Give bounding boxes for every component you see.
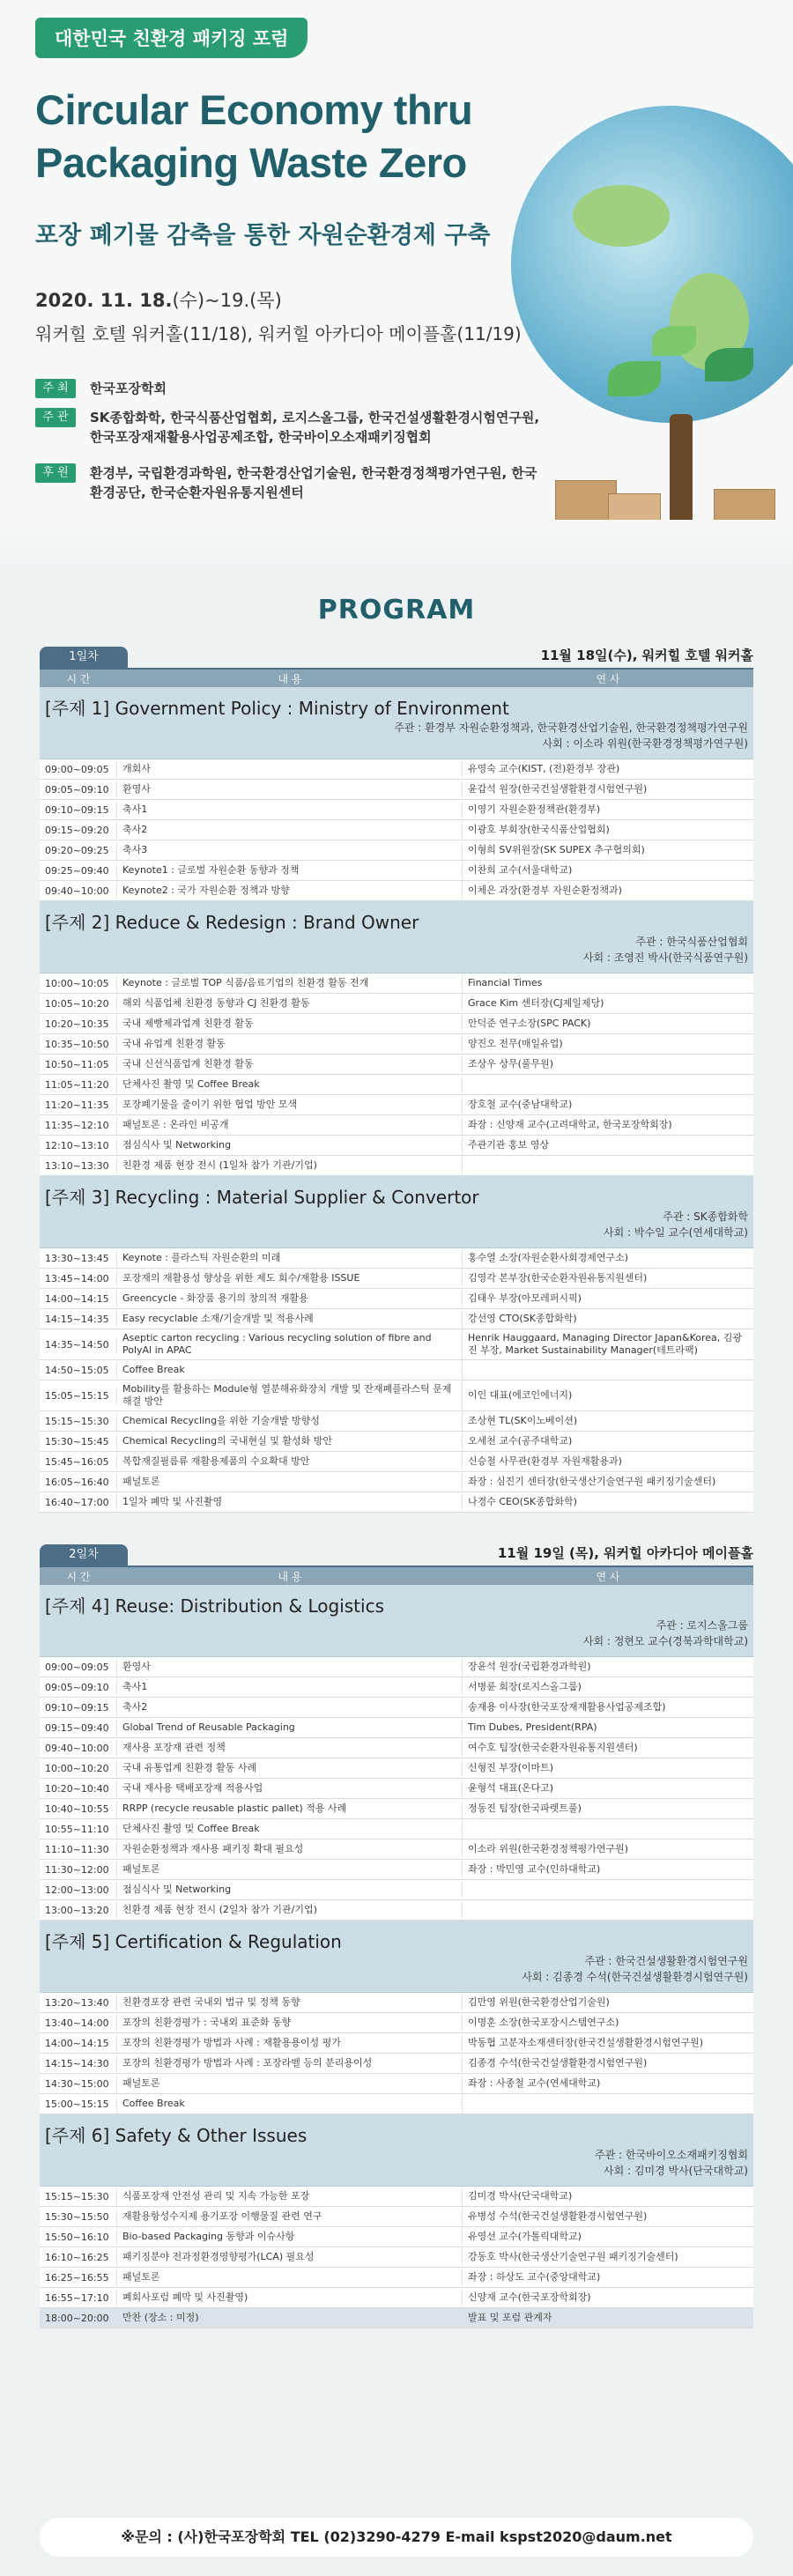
row-time: 10:50~11:05 bbox=[40, 1056, 117, 1073]
row-speaker: 김종경 수석(한국건설생활환경시험연구원) bbox=[468, 2057, 648, 2069]
theme-subtitles bbox=[45, 2147, 748, 2179]
schedule-row bbox=[40, 973, 753, 994]
theme-subtitles bbox=[45, 1209, 748, 1240]
row-time: 14:15~14:35 bbox=[40, 1311, 117, 1328]
row-content: 친환경 제품 현장 전시 (1일차 참가 기관/기업) bbox=[117, 1157, 463, 1174]
row-speaker: 김영각 본부장(한국순환자원유통지원센터) bbox=[468, 1272, 648, 1284]
row-content: Aseptic carton recycling : Various recycling solution of fibre and PolyAl in APAC bbox=[117, 1329, 463, 1359]
row-content: 환영사 bbox=[117, 781, 463, 798]
col-content: 내 용 bbox=[278, 1571, 302, 1583]
theme-subtitle: 사회 : 김미경 박사(단국대학교) bbox=[604, 2165, 748, 2177]
row-time: 12:00~13:00 bbox=[40, 1882, 117, 1899]
theme-title: [주제 2] Reduce & Redesign : Brand Owner bbox=[45, 912, 419, 933]
schedule-row bbox=[40, 2033, 753, 2054]
row-time: 09:40~10:00 bbox=[40, 1740, 117, 1757]
row-speaker bbox=[463, 1887, 753, 1892]
schedule-row bbox=[40, 800, 753, 820]
schedule-row bbox=[40, 820, 753, 840]
theme-subtitle: 주관 : 한국식품산업협회 bbox=[635, 936, 748, 948]
row-speaker: 이광호 부회장(한국식품산업협회) bbox=[468, 824, 610, 835]
row-time: 09:40~10:00 bbox=[40, 883, 117, 899]
row-time: 15:00~15:15 bbox=[40, 2096, 117, 2113]
theme-title: [주제 1] Government Policy : Ministry of Environment bbox=[45, 698, 509, 719]
col-content: 내 용 bbox=[278, 673, 302, 685]
date-main: 2020. 11. 18. bbox=[35, 290, 173, 311]
column-header bbox=[40, 1566, 753, 1585]
row-time: 14:35~14:50 bbox=[40, 1336, 117, 1353]
row-speaker: 신승철 사무관(환경부 자원재활용과) bbox=[468, 1455, 622, 1467]
row-time: 10:20~10:35 bbox=[40, 1016, 117, 1033]
row-content: 국내 유통업계 친환경 활동 사례 bbox=[117, 1759, 463, 1777]
schedule-row bbox=[40, 1014, 753, 1034]
row-time: 11:20~11:35 bbox=[40, 1097, 117, 1114]
schedule-row bbox=[40, 1269, 753, 1289]
row-speaker bbox=[463, 1826, 753, 1832]
theme-subtitle: 사회 : 김종경 수석(한국건설생활환경시험연구원) bbox=[522, 1971, 748, 1983]
theme-title: [주제 6] Safety & Other Issues bbox=[45, 2125, 308, 2146]
schedule-row bbox=[40, 759, 753, 780]
row-content: Global Trend of Reusable Packaging bbox=[117, 1719, 463, 1736]
schedule-row bbox=[40, 840, 753, 861]
row-speaker: 유병성 수석(한국건설생활환경시험연구원) bbox=[468, 2210, 648, 2222]
row-time: 14:00~14:15 bbox=[40, 1291, 117, 1307]
theme-subtitle: 주관 : 환경부 자원순환정책과, 한국환경산업기술원, 한국환경정책평가연구원 bbox=[394, 722, 748, 734]
day-badge: 2일차 bbox=[40, 1544, 128, 1566]
hero-section bbox=[0, 0, 793, 573]
row-speaker: 유영선 교수(가톨릭대학교) bbox=[468, 2231, 582, 2242]
schedule-row bbox=[40, 1718, 753, 1738]
row-speaker: 장호철 교수(중남대학교) bbox=[468, 1099, 573, 1110]
event-date bbox=[35, 286, 282, 313]
row-speaker: 윤갑석 원장(한국건설생활환경시험연구원) bbox=[468, 783, 648, 795]
row-speaker: 조상우 상무(풀무원) bbox=[468, 1058, 554, 1070]
schedule-row bbox=[40, 1055, 753, 1075]
row-content: 패키징분야 전과정환경영향평가(LCA) 필요성 bbox=[117, 2248, 463, 2266]
row-speaker: 이인 대표(에코인에너지) bbox=[468, 1389, 573, 1401]
theme-subtitle: 사회 : 이소라 위원(한국환경정책평가연구원) bbox=[542, 737, 748, 750]
row-time: 13:30~13:45 bbox=[40, 1250, 117, 1267]
row-time: 15:15~15:30 bbox=[40, 1413, 117, 1430]
event-venue: 워커힐 호텔 워커홀(11/18), 워커힐 아카디아 메이플홀(11/19) bbox=[35, 323, 522, 344]
row-time: 13:45~14:00 bbox=[40, 1270, 117, 1287]
row-speaker: 좌장 : 신양재 교수(고려대학교, 한국포장학회장) bbox=[468, 1119, 672, 1130]
row-time: 13:20~13:40 bbox=[40, 1995, 117, 2011]
row-content: 국내 유업계 친환경 활동 bbox=[117, 1035, 463, 1053]
row-time: 15:05~15:15 bbox=[40, 1388, 117, 1404]
row-time: 10:00~10:20 bbox=[40, 1760, 117, 1777]
row-content: Easy recyclable 소재/기술개발 및 적용사례 bbox=[117, 1310, 463, 1328]
row-speaker: 유영숙 교수(KIST, (전)환경부 장관) bbox=[468, 763, 620, 774]
schedule-row bbox=[40, 1799, 753, 1819]
row-speaker: 서병륜 회장(로지스올그룹) bbox=[468, 1681, 582, 1692]
row-content: 포장의 친환경평가 : 국내외 표준화 동향 bbox=[117, 2014, 463, 2032]
schedule-row bbox=[40, 2094, 753, 2114]
row-time: 10:55~11:10 bbox=[40, 1821, 117, 1838]
title-english bbox=[35, 84, 472, 189]
organizer-text: 환경부, 국립환경과학원, 한국환경산업기술원, 한국환경정책평가연구원, 한국환경공단, 한국순환자원유통지원센터 bbox=[90, 465, 537, 500]
organizer-text: 한국포장학회 bbox=[90, 381, 167, 396]
row-content: 국내 재사용 택배포장재 적용사업 bbox=[117, 1780, 463, 1797]
row-speaker: 이찬희 교수(서울대학교) bbox=[468, 864, 573, 876]
theme-header bbox=[40, 2114, 753, 2187]
row-content: Keynote1 : 글로벌 자원순환 동향과 정책 bbox=[117, 862, 463, 879]
schedule-row bbox=[40, 1900, 753, 1921]
schedule-row bbox=[40, 1880, 753, 1900]
theme-header bbox=[40, 1921, 753, 1993]
row-time: 11:30~12:00 bbox=[40, 1862, 117, 1878]
row-time: 12:10~13:10 bbox=[40, 1137, 117, 1154]
row-speaker: 박동협 고분자소재센터장(한국건설생활환경시험연구원) bbox=[468, 2037, 704, 2048]
row-content: Keynote2 : 국가 자원순환 정책과 방향 bbox=[117, 882, 463, 899]
day-header bbox=[40, 1543, 753, 1566]
row-time: 14:00~14:15 bbox=[40, 2035, 117, 2052]
row-speaker: 이체은 과장(환경부 자원순환정책과) bbox=[468, 885, 622, 896]
row-speaker: Grace Kim 센터장(CJ제일제당) bbox=[468, 997, 604, 1009]
row-content: 축사1 bbox=[117, 801, 463, 818]
row-speaker: 윤형석 대표(온다고) bbox=[468, 1782, 554, 1794]
row-speaker: 조상현 TL(SK이노베이션) bbox=[468, 1415, 578, 1426]
row-content: 축사2 bbox=[117, 1699, 463, 1716]
schedule-row bbox=[40, 1309, 753, 1329]
row-speaker bbox=[463, 1907, 753, 1913]
theme-subtitle: 주관 : SK종합화학 bbox=[663, 1210, 748, 1223]
row-speaker: 강동호 박사(한국생산기술연구원 패키징기술센터) bbox=[468, 2251, 678, 2262]
row-content: Chemical Recycling을 위한 기술개발 방향성 bbox=[117, 1412, 463, 1430]
organizer-text: SK종합화학, 한국식품산업협회, 로지스올그룹, 한국건설생활환경시험연구원, 한국포장재재활용사업공제조합, 한국바이오소재패키징협회 bbox=[90, 410, 540, 445]
schedule-row bbox=[40, 1758, 753, 1779]
contact-info: ※문의 : (사)한국포장학회 TEL (02)3290-4279 E-mail kspst2020@daum.net bbox=[40, 2518, 753, 2557]
row-time: 09:05~09:10 bbox=[40, 781, 117, 798]
row-speaker: 주관기관 홍보 영상 bbox=[468, 1139, 550, 1151]
organizer-tag: 주 관 bbox=[35, 408, 76, 427]
schedule-row bbox=[40, 1779, 753, 1799]
day-header bbox=[40, 645, 753, 668]
schedule-row bbox=[40, 1993, 753, 2013]
organizer-sponsor bbox=[35, 463, 546, 502]
theme-subtitles bbox=[45, 1953, 748, 1985]
day-badge: 1일차 bbox=[40, 647, 128, 668]
row-time: 09:25~09:40 bbox=[40, 862, 117, 879]
theme-subtitles bbox=[45, 720, 748, 751]
row-speaker: 김미경 박사(단국대학교) bbox=[468, 2190, 573, 2202]
row-content: 포장의 친환경평가 방법과 사례 : 재활용용이성 평가 bbox=[117, 2034, 463, 2052]
row-time: 13:40~14:00 bbox=[40, 2015, 117, 2032]
row-time: 13:10~13:30 bbox=[40, 1158, 117, 1174]
row-content: 점심식사 및 Networking bbox=[117, 1881, 463, 1899]
row-time: 09:15~09:20 bbox=[40, 822, 117, 839]
row-speaker: 강선영 CTO(SK종합화학) bbox=[468, 1313, 577, 1324]
row-time: 09:15~09:40 bbox=[40, 1720, 117, 1736]
row-speaker: 이소라 위원(한국환경정책평가연구원) bbox=[468, 1843, 629, 1854]
row-content: Coffee Break bbox=[117, 1361, 463, 1379]
theme-subtitle: 사회 : 박수일 교수(연세대학교) bbox=[604, 1226, 748, 1239]
organizer-tag: 주 최 bbox=[35, 379, 76, 398]
organizer-tag: 후 원 bbox=[35, 463, 76, 483]
day-date: 11월 18일(수), 워커힐 호텔 워커홀 bbox=[540, 648, 753, 663]
theme-subtitles bbox=[45, 1617, 748, 1649]
row-content: 개회사 bbox=[117, 760, 463, 778]
row-content: 복합재질필름류 재활용제품의 수요확대 방안 bbox=[117, 1453, 463, 1470]
theme-title: [주제 5] Certification & Regulation bbox=[45, 1931, 342, 1952]
theme-header bbox=[40, 687, 753, 759]
schedule-row bbox=[40, 1839, 753, 1860]
schedule-row bbox=[40, 1411, 753, 1432]
theme-header bbox=[40, 1176, 753, 1248]
row-speaker: 송재용 이사장(한국포장재재활용사업공제조합) bbox=[468, 1701, 666, 1713]
row-speaker: 안덕준 연구소장(SPC PACK) bbox=[468, 1018, 591, 1029]
row-content: 해외 식품업체 친환경 동향과 CJ 친환경 활동 bbox=[117, 995, 463, 1012]
day-gap bbox=[40, 1513, 753, 1543]
row-speaker bbox=[463, 1367, 753, 1373]
row-time: 10:40~10:55 bbox=[40, 1801, 117, 1817]
row-time: 15:15~15:30 bbox=[40, 2188, 117, 2205]
row-time: 16:40~17:00 bbox=[40, 1494, 117, 1511]
schedule-row bbox=[40, 2054, 753, 2074]
row-time: 16:10~16:25 bbox=[40, 2249, 117, 2266]
program-section bbox=[0, 573, 793, 2576]
row-time: 10:05~10:20 bbox=[40, 996, 117, 1012]
row-content: 패널토론 bbox=[117, 1861, 463, 1878]
schedule-row bbox=[40, 1452, 753, 1472]
row-time: 15:30~15:45 bbox=[40, 1433, 117, 1450]
row-content: Coffee Break bbox=[117, 2095, 463, 2113]
row-speaker: 이형희 SV위원장(SK SUPEX 추구협의회) bbox=[468, 844, 645, 855]
row-speaker: Henrik Hauggaard, Managing Director Japan&Korea, 김광진 부장, Market Sustainability Manager(테트라팩) bbox=[468, 1332, 742, 1356]
row-content: 패널토론 : 온라인 비공개 bbox=[117, 1116, 463, 1134]
row-time: 10:35~10:50 bbox=[40, 1036, 117, 1053]
row-time: 14:30~15:00 bbox=[40, 2076, 117, 2092]
row-content: 국내 신선식품업계 친환경 활동 bbox=[117, 1055, 463, 1073]
schedule-row bbox=[40, 780, 753, 800]
row-speaker: 좌장 : 사종철 교수(연세대학교) bbox=[468, 2077, 601, 2089]
row-speaker bbox=[463, 1082, 753, 1087]
theme-subtitle: 주관 : 한국건설생활환경시험연구원 bbox=[584, 1955, 748, 1967]
organizer-manager bbox=[35, 408, 546, 447]
schedule-row bbox=[40, 2074, 753, 2094]
row-content: 1일차 폐막 및 사진촬영 bbox=[117, 1493, 463, 1511]
schedule-row bbox=[40, 1095, 753, 1115]
schedule-row bbox=[40, 1492, 753, 1513]
date-rest: (수)~19.(목) bbox=[172, 290, 282, 311]
row-time: 15:30~15:50 bbox=[40, 2209, 117, 2225]
theme-title: [주제 4] Reuse: Distribution & Logistics bbox=[45, 1595, 384, 1617]
program-title: PROGRAM bbox=[317, 595, 476, 625]
schedule-row bbox=[40, 1677, 753, 1698]
row-content: 친환경포장 관련 국내외 법규 및 정책 동향 bbox=[117, 1994, 463, 2011]
row-content: Chemical Recycling의 국내현실 및 활성화 방안 bbox=[117, 1432, 463, 1450]
schedule-row bbox=[40, 2207, 753, 2227]
column-header bbox=[40, 668, 753, 687]
forum-badge: 대한민국 친환경 패키징 포럼 bbox=[35, 18, 308, 58]
row-speaker: 좌장 : 박민영 교수(인하대학교) bbox=[468, 1863, 601, 1875]
row-content: 점심식사 및 Networking bbox=[117, 1136, 463, 1154]
row-speaker: Tim Dubes, President(RPA) bbox=[468, 1721, 597, 1733]
row-time: 15:45~16:05 bbox=[40, 1454, 117, 1470]
row-content: Keynote : 글로벌 TOP 식품/음료기업의 친환경 활동 전개 bbox=[117, 974, 463, 992]
title-line-1: Circular Economy thru bbox=[35, 86, 473, 133]
row-time: 14:50~15:05 bbox=[40, 1362, 117, 1379]
schedule-row bbox=[40, 1248, 753, 1269]
row-speaker: 좌장 : 하상도 교수(중앙대학교) bbox=[468, 2271, 601, 2283]
schedule-row bbox=[40, 1156, 753, 1176]
row-time: 11:35~12:10 bbox=[40, 1117, 117, 1134]
schedule-row bbox=[40, 2288, 753, 2308]
row-time: 09:00~09:05 bbox=[40, 1659, 117, 1676]
row-content: RRPP (recycle reusable plastic pallet) 적용 사례 bbox=[117, 1800, 463, 1817]
row-content: 친환경 제품 현장 전시 (2일차 참가 기관/기업) bbox=[117, 1901, 463, 1919]
row-content: 식품포장재 안전성 관리 및 지속 가능한 포장 bbox=[117, 2187, 463, 2205]
row-content: 포장폐기물을 줄이기 위한 협업 방안 모색 bbox=[117, 1096, 463, 1114]
row-speaker: 여수호 팀장(한국순환자원유통지원센터) bbox=[468, 1742, 638, 1753]
row-time: 09:00~09:05 bbox=[40, 761, 117, 778]
row-speaker: 홍수열 소장(자원순환사회경제연구소) bbox=[468, 1252, 629, 1263]
row-speaker: 발표 및 포럼 관계자 bbox=[468, 2312, 552, 2323]
row-time: 11:05~11:20 bbox=[40, 1077, 117, 1093]
col-time: 시 간 bbox=[66, 673, 91, 685]
schedule-row bbox=[40, 2268, 753, 2288]
theme-subtitle: 주관 : 한국바이오소재패키징협회 bbox=[595, 2149, 748, 2161]
schedule-row bbox=[40, 2013, 753, 2033]
schedule-row bbox=[40, 2247, 753, 2268]
row-time: 10:20~10:40 bbox=[40, 1780, 117, 1797]
schedule-row bbox=[40, 881, 753, 901]
schedule-row bbox=[40, 2308, 753, 2328]
row-content: 포장재의 재활용성 향상을 위한 제도 회수/재활용 ISSUE bbox=[117, 1269, 463, 1287]
schedule-row bbox=[40, 1381, 753, 1411]
row-time: 09:20~09:25 bbox=[40, 842, 117, 859]
row-time: 16:55~17:10 bbox=[40, 2290, 117, 2306]
row-time: 16:05~16:40 bbox=[40, 1474, 117, 1491]
theme-title: [주제 3] Recycling : Material Supplier & Convertor bbox=[45, 1187, 479, 1208]
row-speaker: 신양재 교수(한국포장학회장) bbox=[468, 2291, 591, 2303]
row-content: Mobility를 활용하는 Module형 열분해유화장치 개발 및 잔재폐플라스틱 문제 해결 방안 bbox=[117, 1381, 463, 1410]
row-time: 11:10~11:30 bbox=[40, 1841, 117, 1858]
row-time: 10:00~10:05 bbox=[40, 975, 117, 992]
row-speaker: 나경수 CEO(SK종합화학) bbox=[468, 1496, 577, 1507]
theme-subtitles bbox=[45, 934, 748, 966]
organizer-host bbox=[35, 379, 546, 398]
schedule-row bbox=[40, 1860, 753, 1880]
row-time: 14:15~14:30 bbox=[40, 2055, 117, 2072]
schedule-row bbox=[40, 1819, 753, 1839]
row-time: 13:00~13:20 bbox=[40, 1902, 117, 1919]
col-speaker: 연 사 bbox=[596, 1571, 620, 1583]
row-time: 09:10~09:15 bbox=[40, 802, 117, 818]
row-content: 폐회사포럼 폐막 및 사진촬영) bbox=[117, 2289, 463, 2306]
row-time: 15:50~16:10 bbox=[40, 2229, 117, 2246]
schedule-row bbox=[40, 2227, 753, 2247]
row-time: 09:05~09:10 bbox=[40, 1679, 117, 1696]
schedule-row bbox=[40, 1738, 753, 1758]
row-content: 패널토론 bbox=[117, 2269, 463, 2286]
schedule-row bbox=[40, 1075, 753, 1095]
theme-header bbox=[40, 901, 753, 973]
hero-footer bbox=[0, 520, 793, 573]
row-time: 16:25~16:55 bbox=[40, 2269, 117, 2286]
row-content: 패널토론 bbox=[117, 2075, 463, 2092]
row-content: 재활용항성수지제 용기포장 이행물질 관련 연구 bbox=[117, 2208, 463, 2225]
theme-subtitle: 주관 : 로지스올그룹 bbox=[656, 1619, 748, 1632]
schedule-row bbox=[40, 994, 753, 1014]
row-speaker: 오세천 교수(공주대학교) bbox=[468, 1435, 573, 1447]
theme-subtitle: 사회 : 조영진 박사(한국식품연구원) bbox=[582, 951, 748, 964]
row-content: 축사1 bbox=[117, 1678, 463, 1696]
schedule-row bbox=[40, 1329, 753, 1360]
schedule-row bbox=[40, 1698, 753, 1718]
schedule-row bbox=[40, 1136, 753, 1156]
row-content: 패널토론 bbox=[117, 1473, 463, 1491]
row-content: 축사2 bbox=[117, 821, 463, 839]
row-speaker: 장윤석 원장(국립환경과학원) bbox=[468, 1661, 591, 1672]
schedule-row bbox=[40, 1360, 753, 1381]
title-korean: 포장 폐기물 감축을 통한 자원순환경제 구축 bbox=[35, 222, 491, 249]
row-content: 만찬 (장소 : 미정) bbox=[117, 2309, 463, 2327]
row-speaker bbox=[463, 1163, 753, 1168]
program-days bbox=[40, 645, 753, 2328]
schedule-row bbox=[40, 1472, 753, 1492]
schedule-row bbox=[40, 1432, 753, 1452]
row-content: 단체사진 촬영 및 Coffee Break bbox=[117, 1076, 463, 1093]
row-speaker: 양진오 전무(매일유업) bbox=[468, 1038, 563, 1049]
row-speaker: 김태우 부장(아모레퍼시픽) bbox=[468, 1292, 582, 1304]
row-time: 18:00~20:00 bbox=[40, 2310, 117, 2327]
theme-header bbox=[40, 1585, 753, 1657]
schedule-row bbox=[40, 1115, 753, 1136]
schedule-row bbox=[40, 2187, 753, 2207]
day-date: 11월 19일 (목), 워커힐 아카디아 메이플홀 bbox=[497, 1545, 753, 1561]
schedule-row bbox=[40, 1034, 753, 1055]
row-content: 축사3 bbox=[117, 841, 463, 859]
row-content: 자원순환정책과 재사용 패키징 확대 필요성 bbox=[117, 1840, 463, 1858]
row-speaker: 김만영 위원(한국환경산업기술원) bbox=[468, 1996, 610, 2008]
row-content: 재사용 포장재 관련 정책 bbox=[117, 1739, 463, 1757]
row-content: 국내 제빵제과업계 친환경 활동 bbox=[117, 1015, 463, 1033]
schedule-row bbox=[40, 861, 753, 881]
row-speaker: 이영기 자원순환정책관(환경부) bbox=[468, 803, 601, 815]
row-speaker: 좌장 : 심진기 센터장(한국생산기술연구원 패키징기술센터) bbox=[468, 1476, 716, 1487]
row-content: 포장의 친환경평가 방법과 사례 : 포장라벨 등의 분리용이성 bbox=[117, 2054, 463, 2072]
theme-subtitle: 사회 : 정현모 교수(경북과학대학교) bbox=[582, 1635, 748, 1647]
row-speaker: 정동진 팀장(한국파렛트풀) bbox=[468, 1802, 582, 1814]
row-content: 환영사 bbox=[117, 1658, 463, 1676]
row-time: 09:10~09:15 bbox=[40, 1699, 117, 1716]
row-content: 단체사진 촬영 및 Coffee Break bbox=[117, 1820, 463, 1838]
title-line-2: Packaging Waste Zero bbox=[35, 139, 467, 186]
row-speaker bbox=[463, 2101, 753, 2106]
row-speaker: Financial Times bbox=[468, 977, 543, 988]
row-content: Keynote : 플라스틱 자원순환의 미래 bbox=[117, 1249, 463, 1267]
col-time: 시 간 bbox=[66, 1571, 91, 1583]
row-speaker: 신형진 부장(이마트) bbox=[468, 1762, 554, 1773]
row-content: Bio-based Packaging 동향과 이슈사항 bbox=[117, 2228, 463, 2246]
row-speaker: 이명훈 소장(한국포장시스템연구소) bbox=[468, 2017, 619, 2028]
col-speaker: 연 사 bbox=[596, 673, 620, 685]
row-content: Greencycle - 화장품 용기의 창의적 재활용 bbox=[117, 1290, 463, 1307]
schedule-row bbox=[40, 1657, 753, 1677]
schedule-row bbox=[40, 1289, 753, 1309]
